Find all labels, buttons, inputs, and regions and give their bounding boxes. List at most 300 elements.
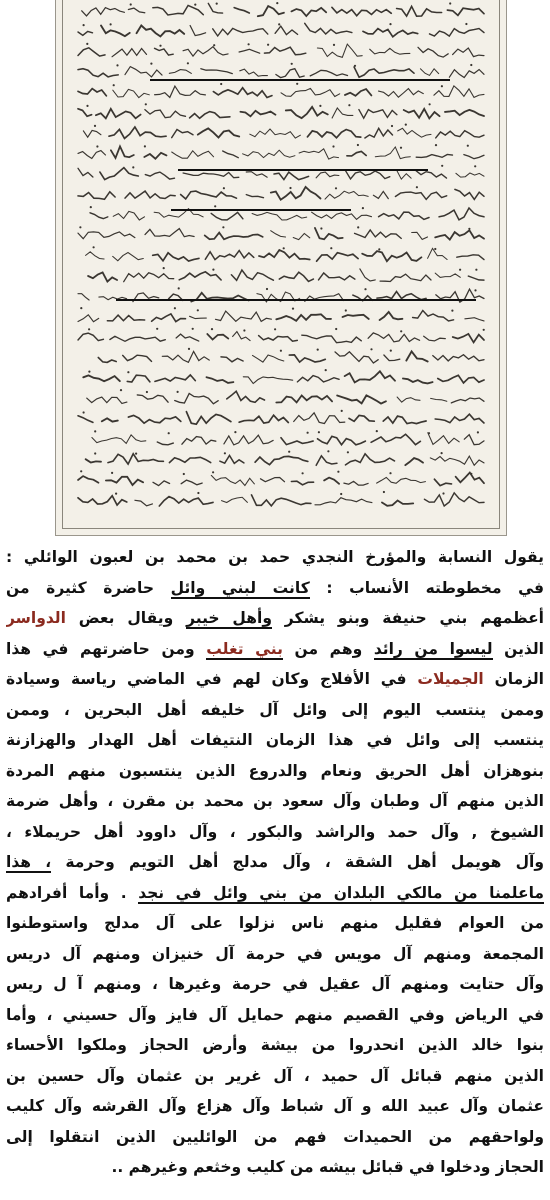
- transcript-line: [6, 850, 544, 875]
- transcript-line: [6, 789, 544, 814]
- handwriting-dot: [224, 452, 226, 454]
- handwriting-dot: [177, 391, 179, 393]
- transcript-line: [6, 1064, 544, 1089]
- handwriting-dot: [441, 165, 443, 167]
- handwriting-dot: [168, 432, 170, 434]
- handwriting-dot: [216, 3, 218, 5]
- handwriting-stroke: [78, 89, 106, 96]
- transcript-segment: في الرياض وفي القصيم منهم حمايل آل فايز وآل حسيني ، وأما: [6, 1005, 544, 1024]
- handwriting-stroke: [345, 371, 395, 382]
- handwriting-stroke: [250, 129, 301, 138]
- transcript-segment: عثمان وآل عبيد الله و آل شباط وآل هزاع وآل القرشه وآل كليب: [6, 1097, 544, 1115]
- handwriting-stroke: [145, 172, 174, 179]
- handwriting-dot: [127, 371, 129, 373]
- handwriting-stroke: [107, 315, 144, 321]
- manuscript-image: [55, 0, 507, 536]
- handwriting-stroke: [291, 481, 313, 485]
- handwriting-dot: [267, 44, 269, 46]
- handwriting-stroke: [373, 191, 388, 198]
- handwriting-stroke: [216, 311, 272, 321]
- transcript-segment: الجميلات: [417, 670, 484, 688]
- handwriting-dot: [115, 493, 117, 495]
- handwriting-dot: [470, 473, 472, 475]
- handwriting-stroke: [384, 355, 400, 361]
- handwriting-dot: [483, 329, 485, 331]
- handwriting-stroke: [246, 172, 267, 178]
- handwriting-stroke: [88, 272, 117, 281]
- handwriting-stroke: [424, 493, 484, 506]
- handwriting-stroke: [465, 318, 484, 321]
- transcript-segment: الحجاز ودخلوا في قبائل بيشه من كليب وخثعم وغيرهم ..: [111, 1158, 544, 1176]
- handwriting-stroke: [78, 151, 106, 159]
- transcript-line: [6, 1155, 544, 1180]
- handwriting-dot: [159, 45, 161, 47]
- handwriting-stroke: [383, 416, 426, 424]
- handwriting-dot: [110, 23, 112, 25]
- handwriting-stroke: [315, 228, 343, 239]
- handwriting-stroke: [375, 147, 410, 159]
- handwriting-dot: [113, 84, 115, 86]
- transcript-line: [6, 545, 544, 570]
- handwriting-stroke: [86, 252, 105, 259]
- handwriting-stroke: [240, 111, 275, 117]
- handwriting-stroke: [78, 476, 99, 483]
- handwriting-stroke: [90, 213, 108, 219]
- handwriting-stroke: [259, 250, 310, 260]
- handwriting-dot: [400, 330, 402, 332]
- handwriting-stroke: [379, 212, 429, 219]
- handwriting-stroke: [332, 108, 353, 118]
- handwriting-stroke: [434, 86, 484, 98]
- handwriting-stroke: [78, 333, 103, 341]
- handwriting-stroke: [380, 312, 403, 320]
- handwriting-stroke: [261, 478, 285, 482]
- handwriting-dot: [96, 145, 98, 147]
- handwriting-stroke: [293, 234, 310, 240]
- handwriting-dot: [156, 328, 158, 330]
- handwriting-dot: [459, 269, 461, 271]
- handwriting-dot: [90, 206, 92, 208]
- transcript-segment: ومن حاضرتهم في هذا: [6, 639, 207, 658]
- handwriting-dot: [223, 187, 225, 189]
- handwriting-stroke: [190, 112, 230, 119]
- handwriting-stroke: [78, 192, 115, 200]
- transcript-segment: ليسوا من رائد: [373, 639, 493, 658]
- handwriting-dot: [389, 472, 391, 474]
- handwriting-stroke: [279, 272, 313, 281]
- transcript-segment: وآل هويمل أهل الشقة ، وآل مدلج أهل التويم وحرمة: [51, 853, 544, 871]
- handwriting-dot: [429, 103, 431, 105]
- handwriting-stroke: [276, 314, 331, 321]
- handwriting-dot: [389, 23, 391, 25]
- handwriting-stroke: [310, 70, 347, 76]
- handwriting-stroke: [172, 151, 214, 158]
- handwriting-stroke: [346, 454, 395, 465]
- handwriting-dot: [451, 310, 453, 312]
- handwriting-stroke: [159, 497, 213, 506]
- handwriting-stroke: [101, 26, 130, 37]
- handwriting-dot: [280, 350, 282, 352]
- transcript-segment: وآل حتايت ومنهم آل عقيل في حرمة وغيرها ، ومنهم آ ل ريس: [6, 975, 544, 993]
- handwriting-stroke: [78, 232, 135, 239]
- handwriting-stroke: [430, 456, 484, 465]
- handwriting-stroke: [128, 415, 180, 423]
- handwriting-stroke: [365, 128, 393, 138]
- handwriting-stroke: [231, 270, 273, 280]
- transcript-segment: وممن ينتسب اليوم إلى وائل آل خليفه أهل البحرين ، وممن: [6, 700, 544, 719]
- handwriting-stroke: [281, 438, 313, 445]
- handwriting-stroke: [307, 130, 360, 138]
- handwriting-stroke: [239, 49, 260, 53]
- handwriting-stroke: [78, 31, 93, 35]
- handwriting-dot: [130, 3, 132, 5]
- handwriting-dot: [174, 307, 176, 309]
- handwriting-stroke: [464, 155, 484, 159]
- handwriting-stroke: [325, 191, 368, 199]
- handwriting-dot: [319, 105, 321, 107]
- handwriting-dot: [188, 348, 190, 350]
- handwriting-stroke: [211, 475, 254, 485]
- handwriting-stroke: [435, 414, 484, 423]
- handwriting-stroke: [83, 375, 120, 381]
- handwriting-stroke: [153, 5, 204, 15]
- handwriting-dot: [183, 473, 185, 475]
- handwriting-stroke: [145, 110, 186, 118]
- transcript-segment: يقول النسابة والمؤرخ النجدي حمد بن محمد بن لعبون الوائلي :: [6, 548, 544, 566]
- handwriting-dot: [337, 471, 339, 473]
- handwriting-dot: [83, 24, 85, 26]
- handwriting-stroke: [155, 48, 174, 55]
- handwriting-stroke: [271, 231, 286, 237]
- handwriting-dot: [135, 453, 137, 455]
- handwriting-dot: [378, 248, 380, 250]
- handwriting-dot: [390, 350, 392, 352]
- handwriting-dot: [163, 267, 165, 269]
- handwriting-dot: [197, 309, 199, 311]
- handwriting-dot: [243, 329, 245, 331]
- handwriting-stroke: [137, 395, 168, 402]
- handwriting-dot: [213, 44, 215, 46]
- handwriting-stroke: [183, 47, 228, 56]
- transcript-text: [6, 545, 544, 1200]
- handwriting-stroke: [252, 495, 311, 506]
- handwriting-stroke: [128, 8, 144, 13]
- handwriting-dot: [276, 2, 278, 4]
- handwriting-dot: [194, 4, 196, 6]
- handwriting-stroke: [337, 395, 386, 403]
- handwriting-stroke: [78, 294, 89, 300]
- handwriting-dot: [383, 491, 385, 493]
- transcript-segment: الذين منهم آل وطبان وآل سعود بن محمد بن مقرن ، وأهل ضرمة: [6, 792, 544, 810]
- handwriting-stroke: [78, 315, 99, 322]
- handwriting-dot: [88, 371, 90, 373]
- handwriting-stroke: [413, 311, 454, 322]
- handwriting-stroke: [449, 70, 484, 78]
- handwriting-stroke: [324, 478, 339, 484]
- handwriting-stroke: [349, 415, 374, 421]
- transcript-line: [6, 911, 544, 936]
- handwriting-stroke: [78, 168, 93, 177]
- handwriting-dot: [220, 83, 222, 85]
- handwriting-stroke: [152, 314, 186, 322]
- handwriting-stroke: [436, 131, 484, 138]
- handwriting-stroke: [227, 391, 265, 402]
- handwriting-stroke: [398, 128, 431, 137]
- handwriting-stroke: [302, 335, 362, 343]
- handwriting-stroke: [190, 26, 206, 36]
- handwriting-stroke: [343, 315, 369, 319]
- handwriting-dot: [289, 187, 291, 189]
- handwriting-stroke: [403, 379, 433, 384]
- handwriting-stroke: [113, 211, 144, 220]
- handwriting-stroke: [317, 253, 359, 262]
- handwriting-stroke: [181, 191, 237, 199]
- transcript-segment: كانت لبني وائل: [170, 578, 310, 597]
- handwriting-stroke: [447, 8, 484, 15]
- handwriting-dot: [376, 430, 378, 432]
- handwriting-stroke: [456, 473, 484, 484]
- handwriting-stroke: [416, 171, 447, 178]
- handwriting-stroke: [125, 67, 162, 77]
- handwriting-stroke: [445, 110, 484, 116]
- transcript-segment: ينتسب إلى وائل في هذا الزمان النتيفات أهل الهدار والهزازنة: [6, 731, 544, 749]
- handwriting-stroke: [371, 434, 420, 444]
- handwriting-dot: [400, 147, 402, 149]
- handwriting-stroke: [299, 149, 338, 159]
- transcript-line: [6, 667, 544, 692]
- handwriting-stroke: [162, 351, 209, 362]
- handwriting-stroke: [100, 168, 138, 180]
- handwriting-dot: [278, 23, 280, 25]
- handwriting-dot: [302, 472, 304, 474]
- handwriting-stroke: [291, 8, 326, 16]
- handwriting-stroke: [205, 251, 254, 260]
- handwriting-stroke: [243, 150, 295, 157]
- handwriting-stroke: [347, 151, 366, 156]
- handwriting-dot: [144, 145, 146, 147]
- handwriting-dot: [347, 451, 349, 453]
- handwriting-dot: [94, 452, 96, 454]
- handwriting-stroke: [224, 435, 273, 445]
- handwriting-dot: [214, 205, 216, 207]
- transcript-line: [6, 1033, 544, 1058]
- handwriting-stroke: [464, 435, 484, 445]
- handwriting-dot: [441, 452, 443, 454]
- handwriting-stroke: [354, 67, 414, 77]
- handwriting-dot: [80, 470, 82, 472]
- handwriting-stroke: [286, 107, 328, 118]
- transcript-segment: الشيوخ , وآل حمد والراشد والبكور ، وآل داوود أهل حريملاء ،: [6, 822, 544, 841]
- handwriting-stroke: [289, 355, 325, 362]
- handwriting-dot: [345, 309, 347, 311]
- handwriting-dot: [327, 450, 329, 452]
- handwriting-stroke: [137, 26, 185, 37]
- transcript-line: [6, 637, 544, 662]
- handwriting-stroke: [175, 394, 219, 404]
- handwriting-stroke: [455, 189, 484, 199]
- handwriting-stroke: [420, 69, 438, 76]
- handwriting-stroke: [276, 396, 332, 403]
- handwriting-dot: [335, 328, 337, 330]
- transcript-line: [6, 1094, 544, 1119]
- handwriting-stroke: [259, 336, 298, 342]
- handwriting-dot: [111, 472, 113, 474]
- handwriting-stroke: [83, 130, 101, 137]
- handwriting-dot: [187, 62, 189, 64]
- handwriting-stroke: [406, 351, 427, 361]
- handwriting-dot: [364, 288, 366, 290]
- handwriting-stroke: [258, 6, 284, 16]
- transcript-line: [6, 1125, 544, 1150]
- handwritten-text-image: [56, 0, 506, 535]
- handwriting-dot: [434, 248, 436, 250]
- handwriting-stroke: [87, 397, 127, 403]
- handwriting-stroke: [205, 233, 263, 240]
- handwriting-dot: [474, 289, 476, 291]
- handwriting-dot: [93, 246, 95, 248]
- transcript-segment: في الأفلاج وكان لهم في الماضي رياسة وسيادة: [6, 670, 418, 688]
- handwriting-stroke: [315, 498, 372, 505]
- handwriting-stroke: [144, 153, 166, 159]
- handwriting-stroke: [213, 28, 268, 36]
- handwriting-dot: [470, 64, 472, 66]
- handwriting-stroke: [434, 479, 451, 485]
- handwriting-stroke: [213, 88, 272, 98]
- handwriting-dot: [132, 166, 134, 168]
- transcript-segment: الذين منهم قبائل آل حميد ، آل غرير بن عثمان وآل حسين بن: [6, 1066, 544, 1085]
- transcript-line: [6, 972, 544, 997]
- handwriting-stroke: [275, 26, 298, 34]
- handwriting-stroke: [127, 375, 150, 382]
- handwriting-stroke: [274, 172, 309, 180]
- handwriting-dot: [146, 391, 148, 393]
- handwriting-stroke: [253, 355, 284, 362]
- handwriting-dot: [465, 23, 467, 25]
- handwriting-stroke: [102, 418, 118, 421]
- handwriting-stroke: [110, 336, 165, 341]
- transcript-segment: ولواحقهم من الحميدات فهم من الوائليين الذين انتقلوا إلى: [6, 1127, 544, 1146]
- handwriting-dot: [79, 226, 81, 228]
- handwriting-stroke: [468, 276, 484, 280]
- handwriting-stroke: [201, 69, 232, 74]
- handwriting-dot: [211, 328, 213, 330]
- handwriting-stroke: [312, 212, 372, 219]
- handwriting-stroke: [112, 49, 146, 57]
- handwriting-stroke: [379, 89, 424, 98]
- handwriting-stroke: [451, 398, 484, 403]
- handwriting-stroke: [457, 255, 484, 260]
- handwriting-dot: [416, 186, 418, 188]
- transcript-segment: الزمان: [483, 670, 544, 688]
- handwriting-dot: [442, 492, 444, 494]
- handwriting-dot: [340, 493, 342, 495]
- handwriting-stroke: [211, 212, 243, 220]
- handwriting-dot: [335, 187, 337, 189]
- handwriting-stroke: [439, 208, 484, 220]
- handwriting-stroke: [435, 230, 484, 239]
- transcript-line: [6, 881, 544, 906]
- handwriting-stroke: [181, 480, 202, 485]
- handwriting-dot: [391, 125, 393, 127]
- handwriting-stroke: [169, 70, 191, 74]
- transcript-segment: ماعلمنا من مالكي البلدان من بني وائل في نجد: [138, 883, 544, 902]
- transcript-segment: من العوام فقليل منهم ناس نزلوا على آل مدلج واستوطنوا: [6, 914, 544, 932]
- handwriting-stroke: [317, 44, 362, 57]
- handwriting-stroke: [208, 3, 222, 13]
- handwriting-dot: [274, 328, 276, 330]
- transcript-segment: حاضرة كثيرة من: [6, 578, 171, 597]
- transcript-segment: . وأما أفرادهم: [6, 883, 139, 902]
- transcript-segment: الدواسر: [6, 609, 66, 627]
- handwriting-stroke: [276, 69, 304, 78]
- handwriting-dot: [120, 389, 122, 391]
- handwriting-dot: [94, 125, 96, 127]
- handwriting-stroke: [382, 501, 413, 506]
- handwriting-stroke: [428, 433, 459, 445]
- handwriting-dot: [86, 43, 88, 45]
- handwriting-stroke: [207, 334, 228, 340]
- handwriting-dot: [370, 348, 372, 350]
- handwriting-stroke: [222, 497, 248, 502]
- handwriting-stroke: [377, 477, 426, 483]
- handwriting-dot: [234, 431, 236, 433]
- handwriting-stroke: [86, 459, 101, 462]
- handwriting-stroke: [297, 376, 339, 382]
- handwriting-dot: [212, 269, 214, 271]
- handwriting-stroke: [123, 355, 152, 361]
- handwriting-dot: [94, 430, 96, 432]
- handwriting-stroke: [281, 88, 340, 96]
- handwriting-stroke: [397, 6, 442, 16]
- handwriting-stroke: [183, 173, 239, 178]
- handwriting-dot: [145, 103, 147, 105]
- handwriting-dot: [467, 145, 469, 147]
- handwriting-stroke: [424, 336, 446, 341]
- handwriting-stroke: [377, 292, 426, 300]
- handwriting-stroke: [98, 358, 116, 363]
- handwriting-stroke: [316, 456, 337, 465]
- handwriting-stroke: [111, 146, 134, 158]
- handwriting-stroke: [380, 274, 431, 281]
- handwriting-stroke: [155, 375, 195, 382]
- handwriting-stroke: [78, 416, 93, 423]
- handwriting-dot: [441, 85, 443, 87]
- handwriting-stroke: [397, 397, 420, 402]
- handwriting-stroke: [186, 412, 231, 425]
- transcript-segment: ، هذا: [6, 853, 52, 871]
- handwriting-stroke: [221, 357, 243, 362]
- handwriting-stroke: [430, 29, 485, 37]
- handwriting-dot: [288, 451, 290, 453]
- handwriting-stroke: [405, 458, 423, 465]
- handwriting-dot: [320, 227, 322, 229]
- handwriting-dot: [291, 63, 293, 65]
- handwriting-stroke: [220, 456, 244, 464]
- transcript-segment: الذين: [492, 639, 544, 658]
- handwriting-dot: [405, 124, 407, 126]
- handwriting-dot: [178, 287, 180, 289]
- handwriting-stroke: [155, 86, 206, 97]
- handwriting-stroke: [435, 273, 460, 277]
- handwriting-stroke: [395, 192, 446, 199]
- handwriting-stroke: [78, 496, 127, 505]
- handwriting-stroke: [78, 48, 105, 56]
- handwriting-stroke: [157, 442, 173, 445]
- transcript-segment: وأهل خيبر: [186, 609, 272, 627]
- handwriting-dot: [248, 43, 250, 45]
- handwriting-dot: [332, 145, 334, 147]
- handwriting-stroke: [255, 456, 308, 464]
